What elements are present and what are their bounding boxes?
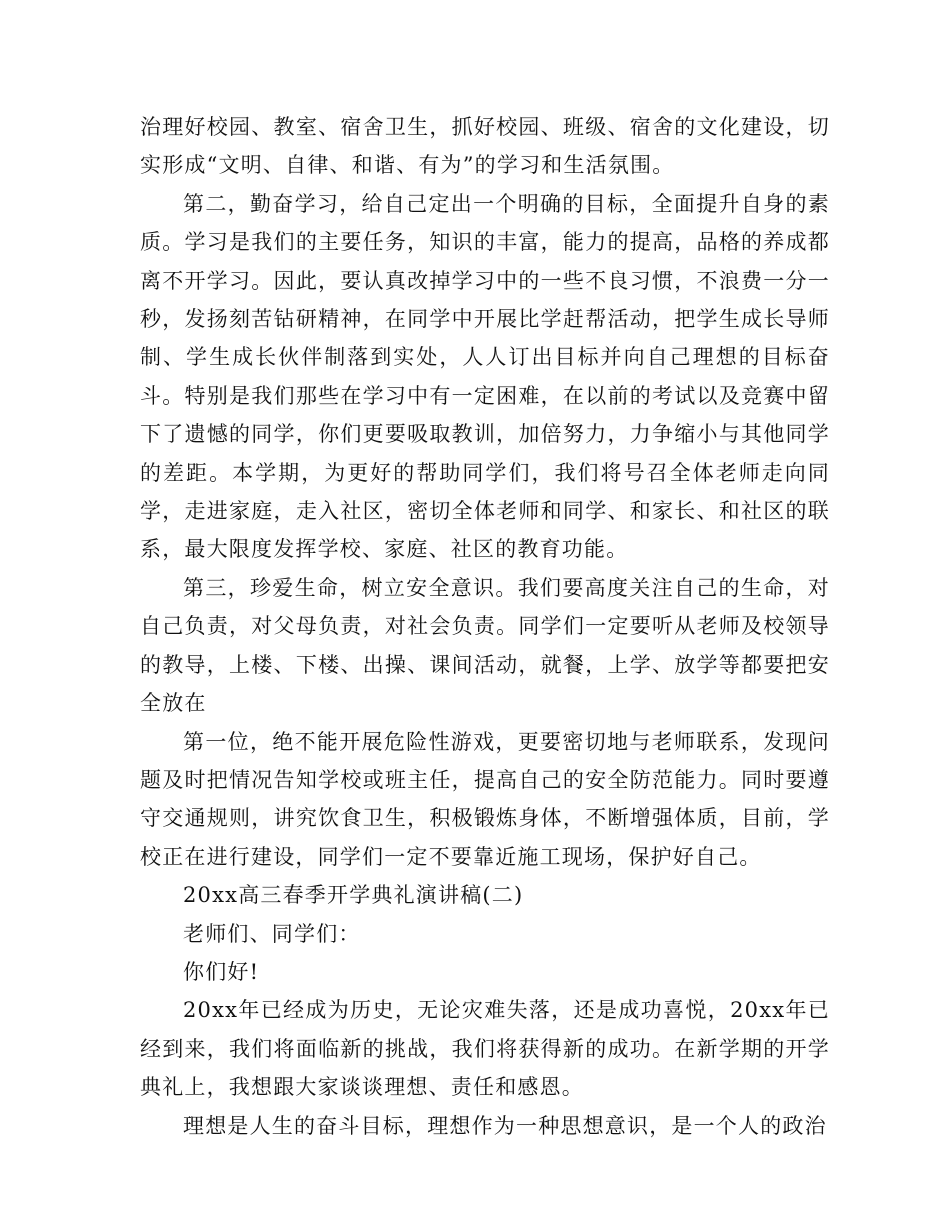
- document-body: [140, 108, 830, 1145]
- paragraph-safety-first: 第一位，绝不能开展危险性游戏，更要密切地与老师联系，发现问题及时把情况告知学校或班主任，提高自己的安全防范能力。同时要遵守交通规则，讲究饮食卫生，积极锻炼身体，不断增强体质，目前，学校正在进行建设，同学们一定不要靠近施工现场，保护好自己。: [140, 729, 830, 869]
- paragraph-new-year: 20xx年已经成为历史，无论灾难失落，还是成功喜悦，20xx年已经到来，我们将面临新的挑战，我们将获得新的成功。在新学期的开学典礼上，我想跟大家谈谈理想、责任和感恩。: [140, 998, 830, 1100]
- paragraph-safety-awareness: 第三，珍爱生命，树立安全意识。我们要高度关注自己的生命，对自己负责，对父母负责，对社会负责。同学们一定要听从老师及校领导的教导，上楼、下楼、出操、课间活动，就餐，上学、放学等都要把安全放在: [140, 575, 830, 716]
- speech-greeting: 你们好!: [183, 959, 260, 984]
- speech-salutation: 老师们、同学们：: [183, 921, 361, 946]
- paragraph-ideals: 理想是人生的奋斗目标，理想作为一种思想意识，是一个人的政治: [183, 1113, 827, 1138]
- speech-title: 20xx高三春季开学典礼演讲稿(二): [183, 883, 524, 908]
- paragraph-campus-environment: 治理好校园、教室、宿舍卫生，抓好校园、班级、宿舍的文化建设，切实形成“文明、自律、和谐、有为”的学习和生活氛围。: [140, 115, 830, 178]
- paragraph-study-hard: 第二，勤奋学习，给自己定出一个明确的目标，全面提升自身的素质。学习是我们的主要任务，知识的丰富，能力的提高，品格的养成都离不开学习。因此，要认真改掉学习中的一些不良习惯，不浪费一分一秒，发扬刻苦钻研精神，在同学中开展比学赶帮活动，把学生成长导师制、学生成长伙伴制落到实处，人人订出目标并向自己理想的目标奋斗。特别是我们那些在学习中有一定困难，在以前的考试以及竞赛中留下了遗憾的同学，你们更要吸取教训，加倍努力，力争缩小与其他同学的差距。本学期，为更好的帮助同学们，我们将号召全体老师走向同学，走进家庭，走入社区，密切全体老师和同学、和家长、和社区的联系，最大限度发挥学校、家庭、社区的教育功能。: [140, 191, 830, 562]
